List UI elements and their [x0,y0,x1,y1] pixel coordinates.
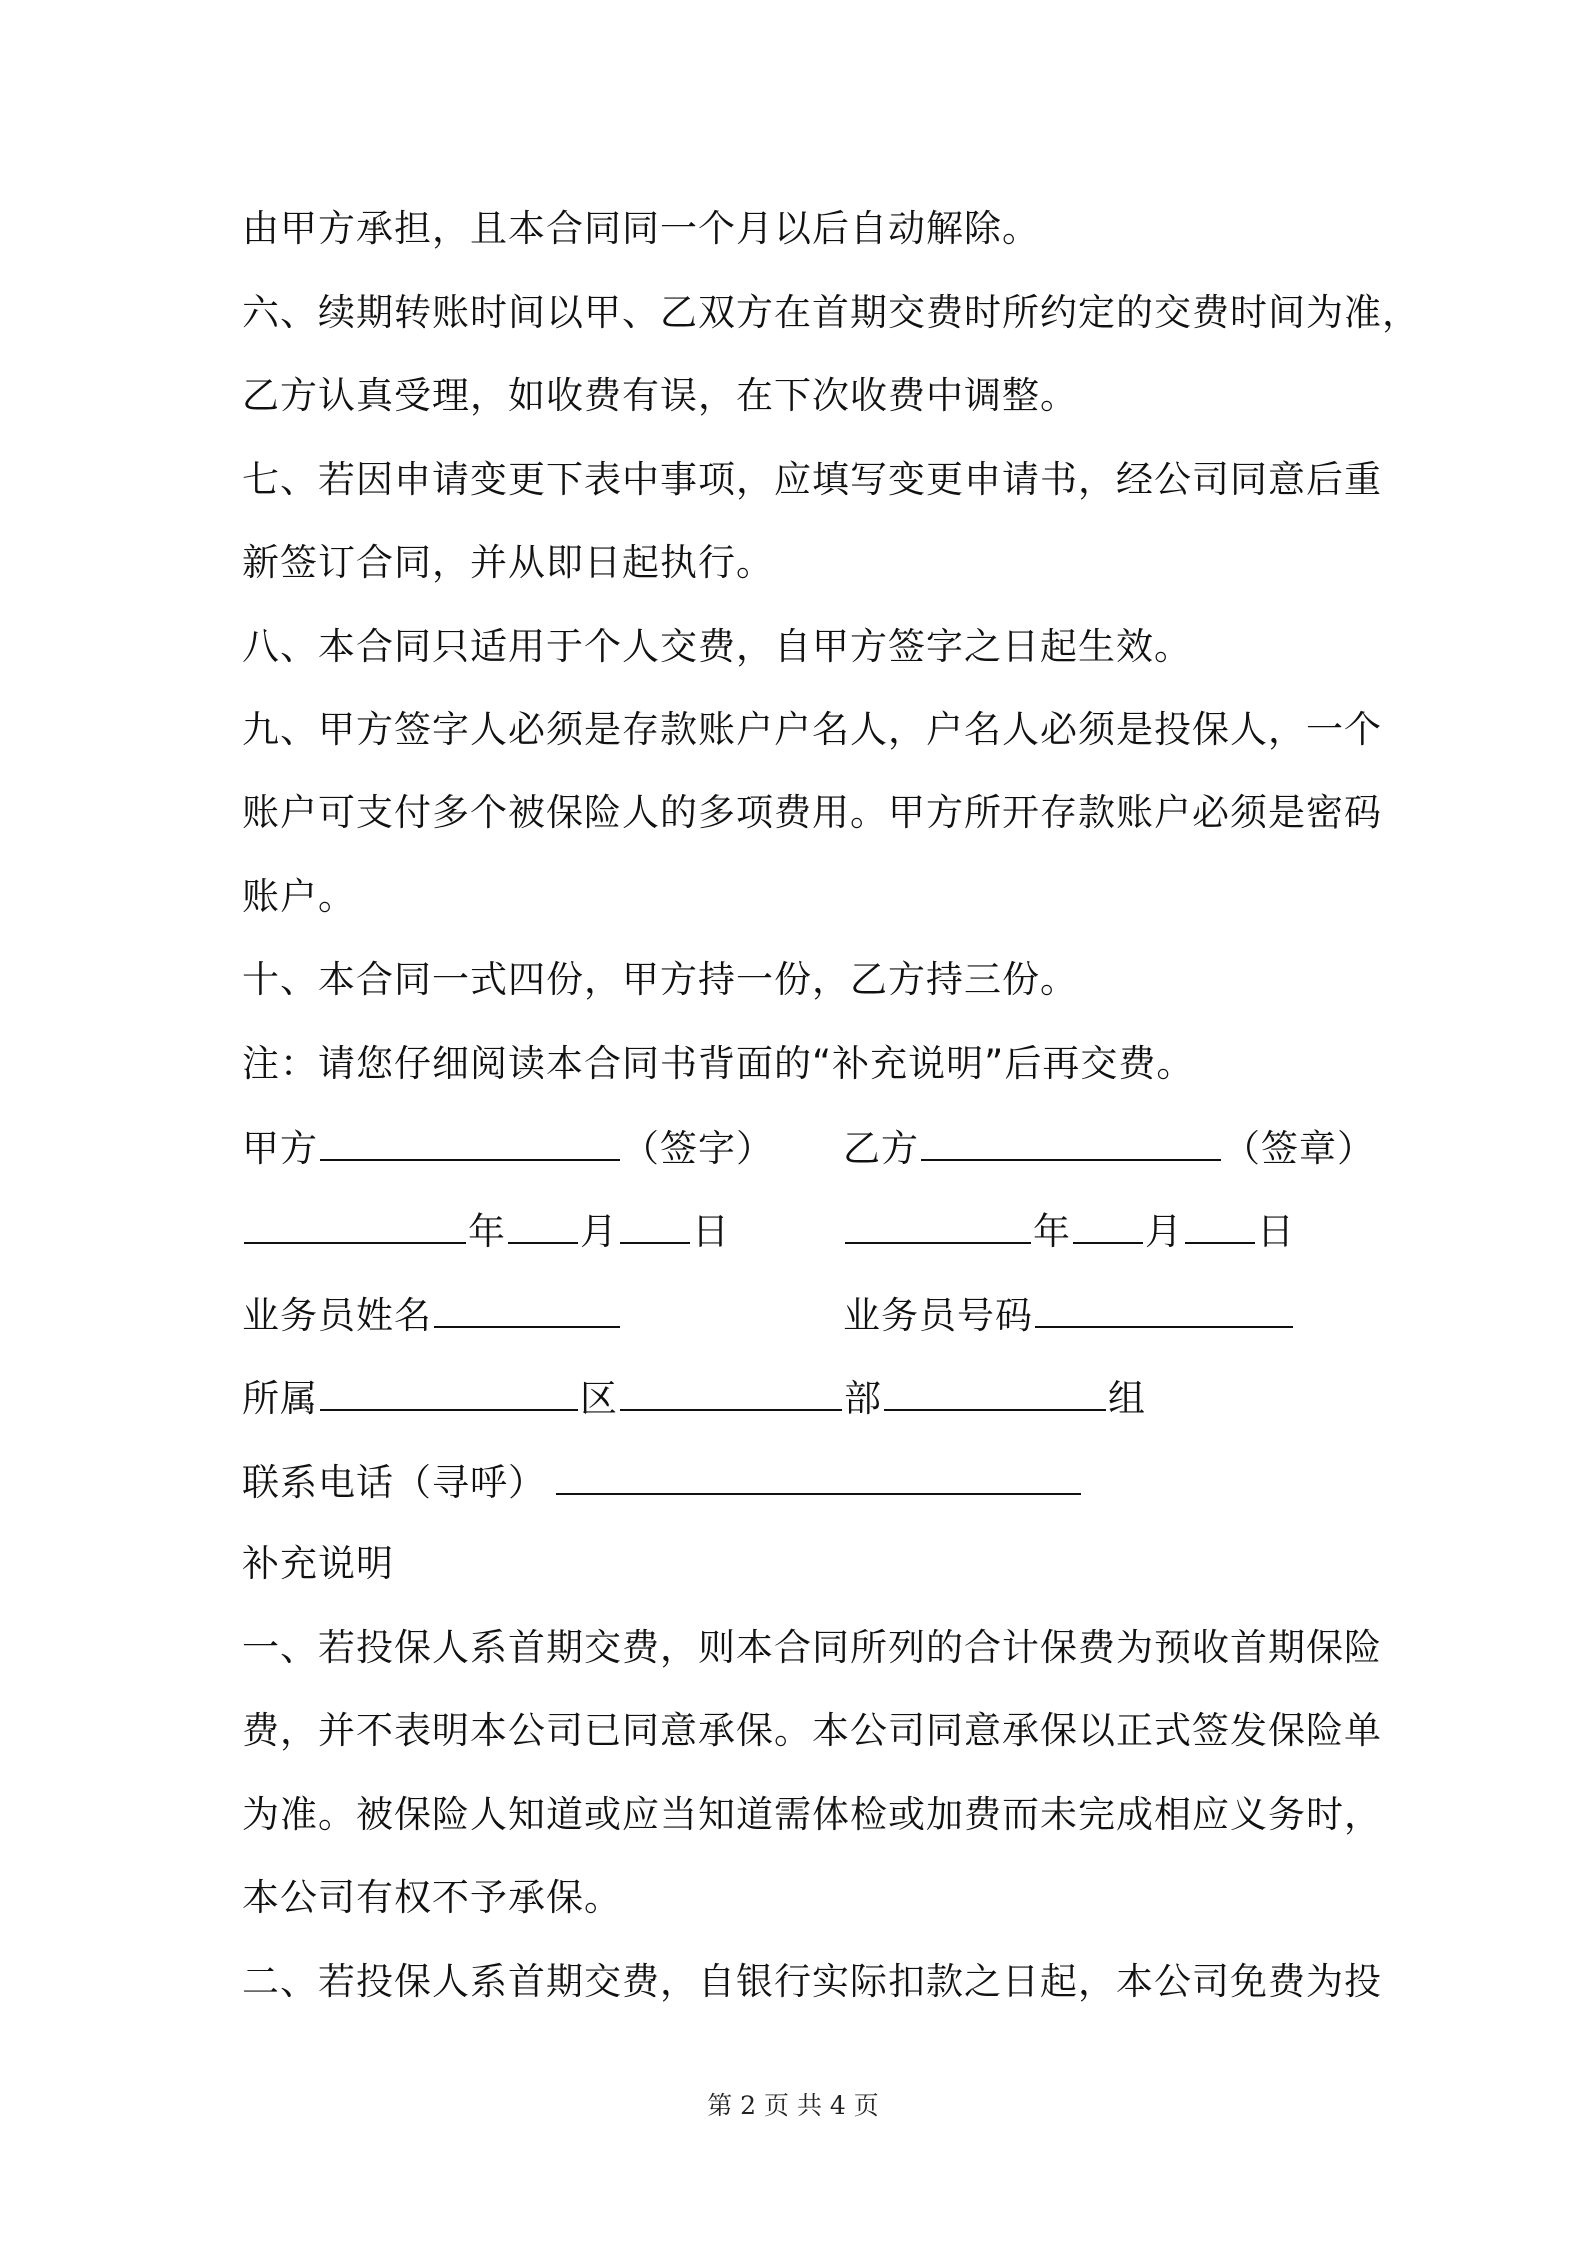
paragraph: 十、本合同一式四份，甲方持一份，乙方持三份。 [242,958,1078,1001]
year-label: 年 [468,1210,506,1253]
phone-row [242,1457,1083,1507]
supplement-line: 一、若投保人系首期交费，则本合同所列的合计保费为预收首期保险 [242,1626,1382,1669]
paragraph: 八、本合同只适用于个人交费，自甲方签字之日起生效。 [242,625,1192,668]
party-b-label: 乙方 [843,1127,919,1170]
district-field[interactable] [320,1373,578,1411]
supplement-title: 补充说明 [242,1542,394,1585]
paragraph: 新签订合同，并从即日起执行。 [242,541,774,584]
party-b-signature-field[interactable] [921,1123,1221,1161]
salesman-number-field[interactable] [1035,1290,1293,1328]
day-label: 日 [1257,1210,1295,1253]
party-a-year-field[interactable] [244,1206,466,1244]
day-label: 日 [692,1210,730,1253]
month-label: 月 [580,1210,618,1253]
phone-label: 联系电话（寻呼） [242,1461,546,1504]
district-label: 区 [580,1377,618,1420]
paragraph: 账户可支付多个被保险人的多项费用。甲方所开存款账户必须是密码 [242,791,1382,834]
party-a-sign-note: （签字） [622,1127,774,1170]
party-b-signature-row [843,1123,1375,1173]
supplement-line: 本公司有权不予承保。 [242,1876,622,1919]
salesman-number-row [843,1290,1295,1340]
belongs-row [242,1373,1146,1423]
supplement-line: 费，并不表明本公司已同意承保。本公司同意承保以正式签发保险单 [242,1709,1382,1752]
party-a-signature-field[interactable] [320,1123,620,1161]
party-b-month-field[interactable] [1073,1206,1143,1244]
party-a-day-field[interactable] [620,1206,690,1244]
party-a-date-row [242,1206,730,1256]
paragraph: 七、若因申请变更下表中事项，应填写变更申请书，经公司同意后重 [242,458,1382,501]
supplement-line: 为准。被保险人知道或应当知道需体检或加费而未完成相应义务时， [242,1793,1382,1836]
paragraph: 由甲方承担，且本合同同一个月以后自动解除。 [242,207,1040,250]
phone-field[interactable] [556,1457,1081,1495]
party-b-day-field[interactable] [1185,1206,1255,1244]
party-b-year-field[interactable] [845,1206,1031,1244]
party-a-label: 甲方 [242,1127,318,1170]
year-label: 年 [1033,1210,1071,1253]
party-b-sign-note: （签章） [1223,1127,1375,1170]
belongs-label: 所属 [242,1377,318,1420]
salesman-name-row [242,1290,622,1340]
note: 注：请您仔细阅读本合同书背面的“补充说明”后再交费。 [242,1042,1195,1085]
paragraph: 乙方认真受理，如收费有误，在下次收费中调整。 [242,374,1078,417]
group-label: 组 [1108,1377,1146,1420]
department-label: 部 [844,1377,882,1420]
page-number: 第 2 页 共 4 页 [707,2091,879,2120]
month-label: 月 [1145,1210,1183,1253]
salesman-name-field[interactable] [434,1290,620,1328]
party-a-signature-row [242,1123,774,1173]
supplement-line: 二、若投保人系首期交费，自银行实际扣款之日起，本公司免费为投 [242,1960,1382,2003]
salesman-number-label: 业务员号码 [843,1294,1033,1337]
group-field[interactable] [884,1373,1106,1411]
paragraph: 账户。 [242,875,356,918]
paragraph: 九、甲方签字人必须是存款账户户名人，户名人必须是投保人，一个 [242,708,1382,751]
party-a-month-field[interactable] [508,1206,578,1244]
salesman-name-label: 业务员姓名 [242,1294,432,1337]
party-b-date-row [843,1206,1295,1256]
paragraph: 六、续期转账时间以甲、乙双方在首期交费时所约定的交费时间为准， [242,291,1420,334]
department-field[interactable] [620,1373,842,1411]
